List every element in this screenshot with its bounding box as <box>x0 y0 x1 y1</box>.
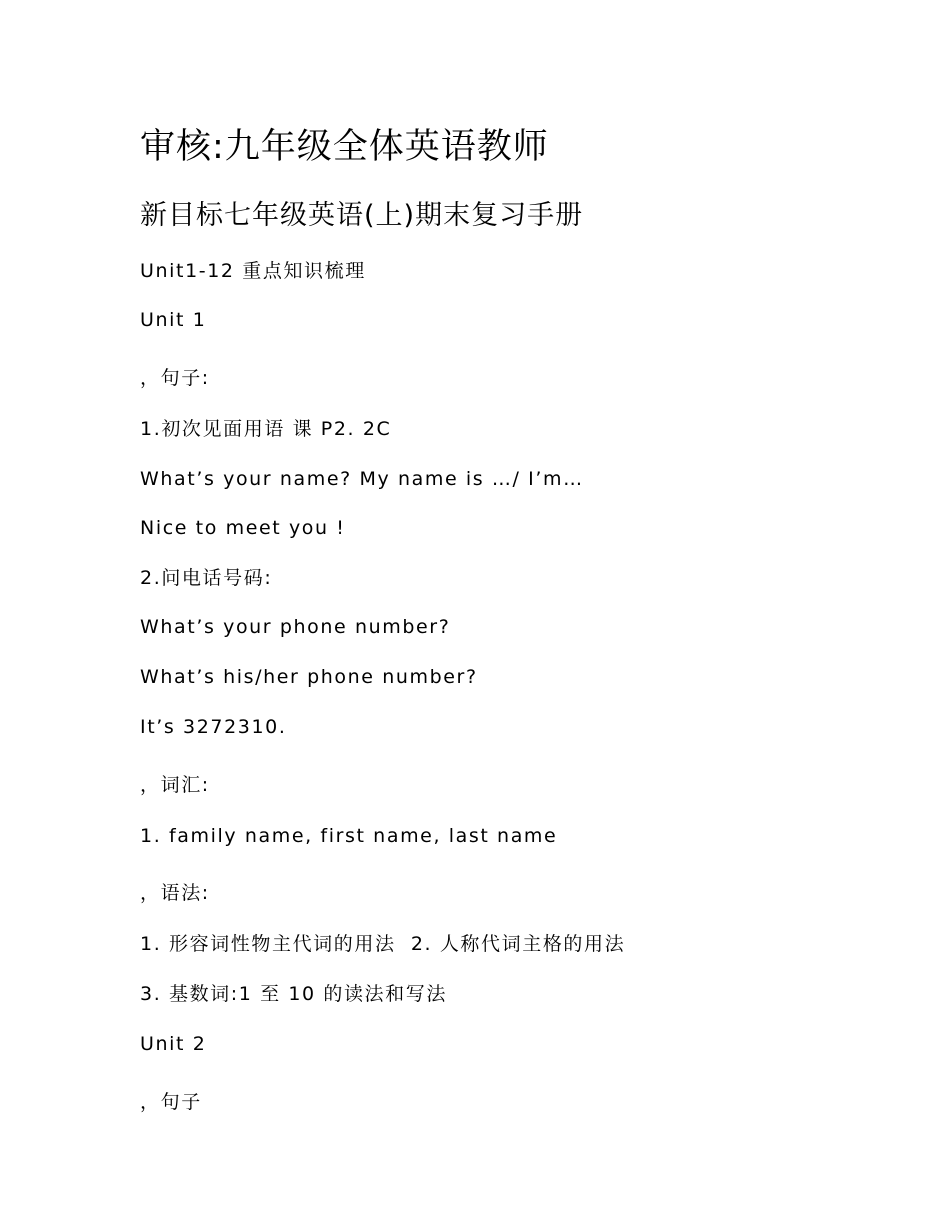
unit1-vocab-heading: ，词汇: <box>140 774 210 796</box>
unit2-sentences-heading: ，句子 <box>140 1091 202 1113</box>
unit1-item2: 2.问电话号码: <box>140 567 273 589</box>
unit1-grammar-items: 1. 形容词性物主代词的用法 2. 人称代词主格的用法 <box>140 933 626 955</box>
unit1-item1-line2: Nice to meet you ! <box>140 517 346 539</box>
document-subtitle: Unit1-12 重点知识梳理 <box>140 260 366 282</box>
unit1-item2-line1: What’s your phone number? <box>140 616 451 638</box>
unit1-item1: 1.初次见面用语 课 P2. 2C <box>140 418 392 440</box>
unit1-item2-line2: What’s his/her phone number? <box>140 666 478 688</box>
unit1-vocab-item1: 1. family name, first name, last name <box>140 825 558 847</box>
reviewer-line: 审核:九年级全体英语教师 <box>140 127 549 167</box>
unit1-sentences-heading: ，句子: <box>140 367 210 389</box>
unit2-heading: Unit 2 <box>140 1033 207 1055</box>
unit1-grammar-item3: 3. 基数词:1 至 10 的读法和写法 <box>140 983 447 1005</box>
unit1-item2-line3: It’s 3272310. <box>140 716 287 738</box>
unit1-item1-line1: What’s your name? My name is …/ I’m… <box>140 468 584 490</box>
unit1-heading: Unit 1 <box>140 309 207 331</box>
document-title: 新目标七年级英语(上)期末复习手册 <box>140 200 584 231</box>
unit1-grammar-heading: ，语法: <box>140 882 210 904</box>
